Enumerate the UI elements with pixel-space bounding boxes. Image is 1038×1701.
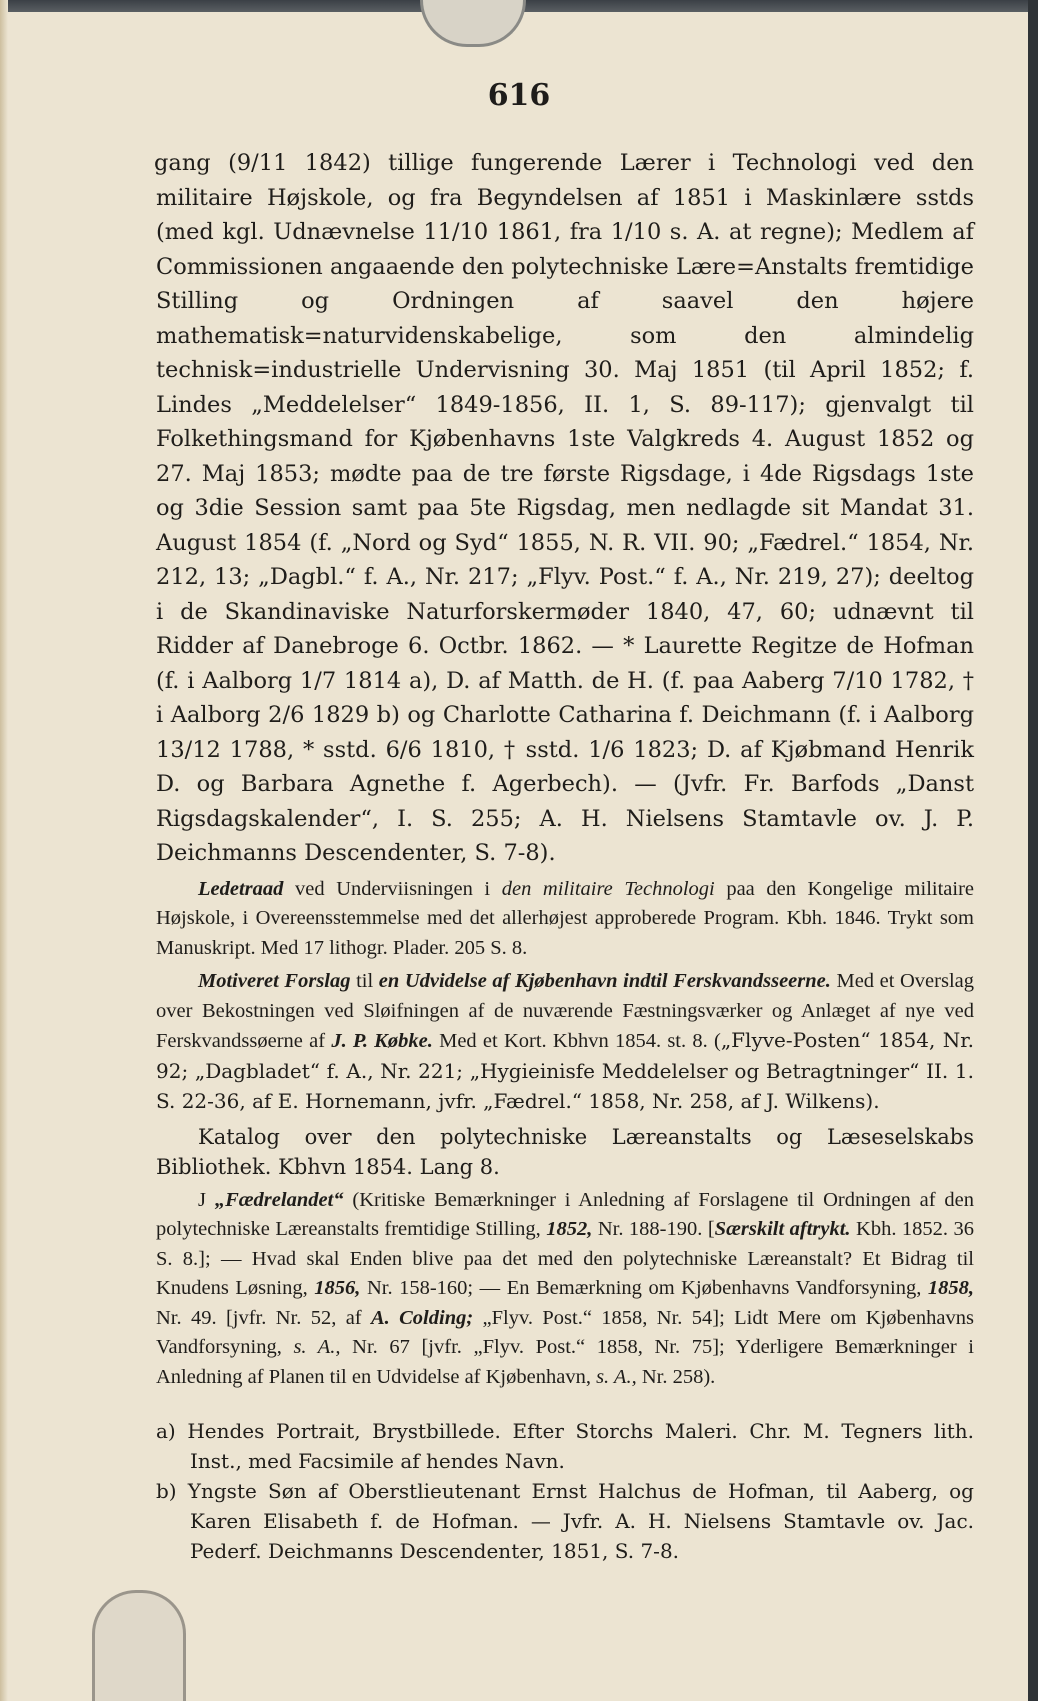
entry-references: „Flyve-Posten“ 1854, Nr. 92; „Dagbladet“ f. A., Nr. 221; „Hygieinisfe Meddelelser og Betragtninger“ II. 1. S. 22-36, af E. Hornemann, jvfr. „Fædrel.“ 1858, Nr. 258, af J. Wilkens). <box>156 1028 975 1113</box>
entry-title: Motiveret Forslag <box>198 970 351 992</box>
biography-text: gang (9/11 1842) tillige fungerende Lærer i Technologi ved den militaire Højskole, og fra Begyndelsen af 1851 i Maskinlære sstds (med kgl. Udnævnelse 11/10 1861, fra 1/10 s. A. at regne); Medlem af Commissionen angaaende den polytechniske Lære=Anstalts fremtidige Stilling og Ordningen af saavel den højere mathematisk=naturvidenskabelige, som den almindelig technisk=industrielle Undervisning 30. Maj 1851 (til April 1852; f. Lindes „Meddelelser“ 1849-1856, II. 1, S. 89-117); gjenvalgt til Folkethingsmand for Kjøbenhavns 1ste Valgkreds 4. August 1852 og 27. Maj 1853; mødte paa de tre første Rigsdage, i 4de Rigsdags 1ste og 3die Session samt paa 5te Rigsdag, men nedlagde sit Mandat 31. August 1854 (f. „Nord og Syd“ 1855, N. R. VII. 90; „Fædrel.“ 1854, Nr. 212, 13; „Dagbl.“ f. A., Nr. 217; „Flyv. Post.“ f. A., Nr. 219, 27); deeltog i de Skandinaviske Naturforskermøder 1840, 47, 60; udnævnt til Ridder af Danebroge 6. Octbr. 1862. — * Laurette Regitze de Hofman (f. i Aalborg 1/7 1814 a), D. af Matth. de H. (f. paa Aaberg 7/10 1782, † i Aalborg 2/6 1829 b) og Charlotte Catharina f. Deichmann (f. i Aalborg 13/12 1788, * sstd. 6/6 1810, † sstd. 1/6 1823; D. af Kjøbmand Henrik D. og Barbara Agnethe f. Agerbech). — (Jvfr. Fr. Barfods „Danst Rigsdagskalender“, I. S. 255; A. H. Nielsens Stamtavle ov. J. P. Deichmanns Descendenter, S. 7-8). <box>154 150 974 866</box>
bibliography-entry-forslag: Motiveret Forslag til en Udvidelse af Kjøbenhavn indtil Ferskvandsseerne. Med et Overslag over Bekostningen ved Sløifningen af de nuværende Fæstningsværker og Anlæget af nye ved Ferskvandssøerne af J. P. Købke. Med et Kort. Kbhvn 1854. st. 8. („Flyve-Posten“ 1854, Nr. 92; „Dagbladet“ f. A., Nr. 221; „Hygieinisfe Meddelelser og Betragtninger“ II. 1. S. 22-36, af E. Hornemann, jvfr. „Fædrel.“ 1858, Nr. 258, af J. Wilkens). <box>156 970 975 1113</box>
bibliography-entry-ledetraad: Ledetraad ved Underviisningen i den militaire Technologi paa den Kongelige militaire Højskole, i Overeensstemmelse med det allerhøjest approberede Program. Kbh. 1846. Trykt som Manuskript. Med 17 lithogr. Plader. 205 S. 8. <box>156 877 974 959</box>
footnote-b: b) Yngste Søn af Oberstlieutenant Ernst Halchus de Hofman, til Aaberg, og Karen Elisabeth f. de Hofman. — Jvfr. A. H. Nielsens Stamtavle ov. Jac. Pederf. Deichmanns Descendenter, 1851, S. 7-8. <box>156 1479 974 1563</box>
book-clasp <box>420 0 526 47</box>
entry-author: J. P. Købke. <box>331 1030 433 1052</box>
entry-subject: en Udvidelse af Kjøbenhavn indtil Ferskvandsseerne. <box>378 970 831 992</box>
footnote-a: a) Hendes Portrait, Brystbillede. Efter Storchs Maleri. Chr. M. Tegners lith. Inst., med Facsimile af hendes Navn. <box>156 1419 974 1473</box>
bibliography-entry-katalog: Katalog over den polytechniske Læreanstalts og Læseselskabs Bibliothek. Kbhvn 1854. Lang 8. <box>156 1124 974 1179</box>
page-number: 616 <box>487 78 551 113</box>
footnotes <box>156 1416 974 1566</box>
page-content <box>156 146 974 1566</box>
entry-title: „Fædrelandet“ <box>214 1188 344 1211</box>
entry-title: Ledetraad <box>198 877 284 900</box>
entry-subject: den militaire Technologi <box>501 877 715 900</box>
corner-tab <box>92 1590 186 1701</box>
bibliography-entry-faedrelandet: J „Fædrelandet“ (Kritiske Bemærkninger i Anledning af Forslagene til Ordningen af den polytechniske Læreanstalts fremtidige Stilling, 1852, Nr. 188-190. [Særskilt aftrykt. Kbh. 1852. 36 S. 8.]; — Hvad skal Enden blive paa det med den polytechniske Læreanstalt? Et Bidrag til Knudens Løsning, 1856, Nr. 158-160; — En Bemærkning om Kjøbenhavns Vandforsyning, 1858, Nr. 49. [jvfr. Nr. 52, af A. Colding; „Flyv. Post.“ 1858, Nr. 54]; Lidt Mere om Kjøbenhavns Vandforsyning, s. A., Nr. 67 [jvfr. „Flyv. Post.“ 1858, Nr. 75]; Yderligere Bemærkninger i Anledning af Planen til en Udvidelse af Kjøbenhavn, s. A., Nr. 258). <box>156 1188 975 1388</box>
page-edge <box>0 0 8 1701</box>
